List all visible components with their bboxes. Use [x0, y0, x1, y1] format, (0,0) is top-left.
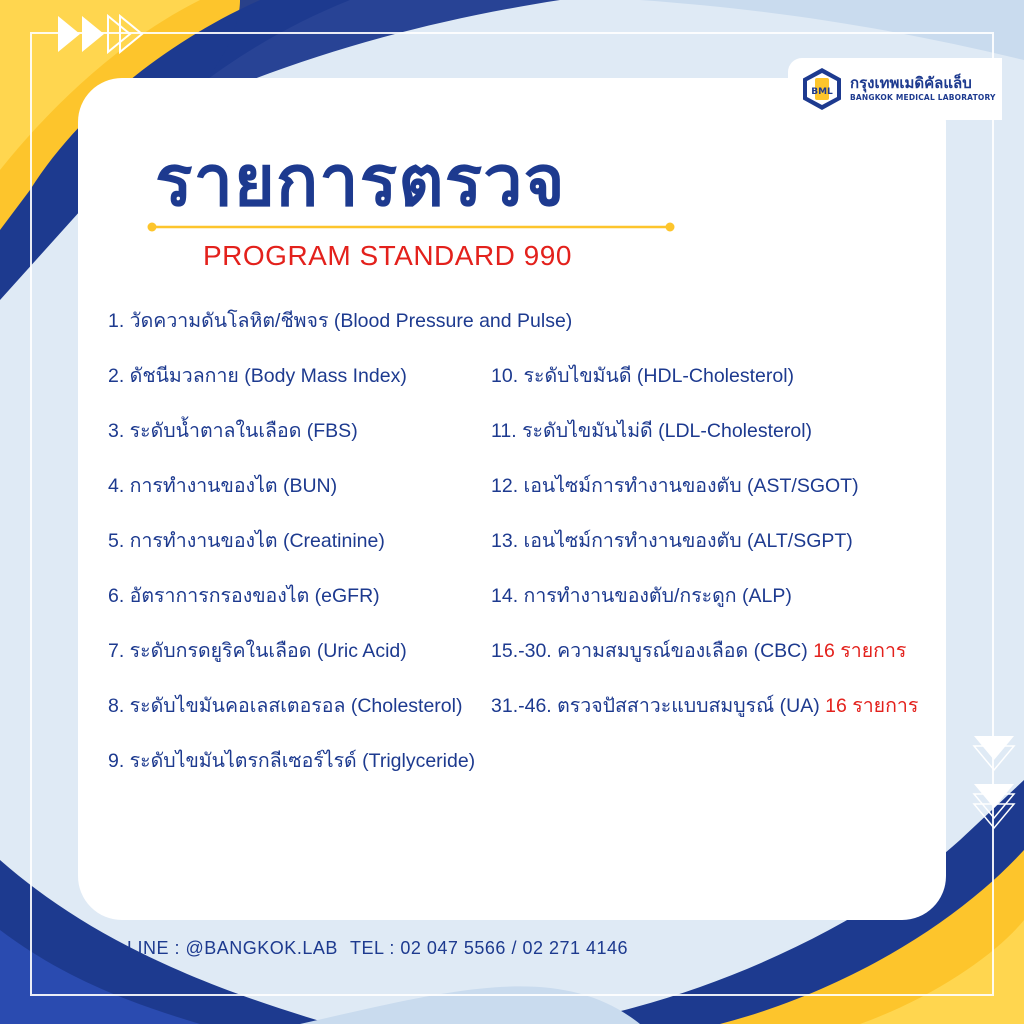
list-item-text: 2. ดัชนีมวลกาย (Body Mass Index) [108, 365, 407, 387]
logo-monogram: BML [811, 87, 833, 97]
list-item-text: 14. การทำงานของตับ/กระดูก (ALP) [491, 585, 792, 607]
list-item [491, 584, 918, 639]
title-underline [147, 222, 675, 232]
list-item-text: 5. การทำงานของไต (Creatinine) [108, 530, 385, 552]
list-item-text: 13. เอนไซม์การทำงานของตับ (ALT/SGPT) [491, 530, 853, 552]
list-item [108, 309, 572, 364]
list-item [108, 749, 572, 804]
brand-name-th: กรุงเทพเมดิคัลแล็บ [850, 74, 972, 93]
fast-forward-icon [58, 14, 154, 54]
list-item-text: 1. วัดความดันโลหิต/ชีพจร (Blood Pressure and Pulse) [108, 310, 573, 332]
item-count-badge: 16 รายการ [813, 640, 907, 662]
list-item [491, 529, 918, 584]
brand-logo [788, 58, 1002, 120]
bml-logo-icon [800, 67, 844, 111]
list-item-text: 3. ระดับน้ำตาลในเลือด (FBS) [108, 420, 358, 442]
list-item [491, 694, 918, 749]
page-title: รายการตรวจ [155, 140, 566, 222]
item-count-badge: 16 รายการ [825, 695, 919, 717]
list-item-text: 9. ระดับไขมันไตรกลีเซอร์ไรด์ (Triglyceride) [108, 750, 476, 772]
list-item-text: 7. ระดับกรดยูริคในเลือด (Uric Acid) [108, 640, 407, 662]
double-down-arrow-icon [968, 734, 1020, 830]
list-item-text: 11. ระดับไขมันไม่ดี (LDL-Cholesterol) [491, 420, 813, 442]
list-item [491, 474, 918, 529]
list-item [491, 419, 918, 474]
footer-line-contact: LINE : @BANGKOK.LAB [127, 938, 338, 958]
list-item-text: 4. การทำงานของไต (BUN) [108, 475, 338, 497]
list-item-text: 31.-46. ตรวจปัสสาวะแบบสมบูรณ์ (UA) [491, 695, 820, 717]
list-item-text: 15.-30. ความสมบูรณ์ของเลือด (CBC) [491, 640, 808, 662]
brand-name-en: BANGKOK MEDICAL LABORATORY [850, 93, 996, 103]
list-item-text: 6. อัตราการกรองของไต (eGFR) [108, 585, 380, 607]
test-list-right [491, 364, 918, 749]
list-item-text: 12. เอนไซม์การทำงานของตับ (AST/SGOT) [491, 475, 859, 497]
list-item [491, 364, 918, 419]
list-item-text: 8. ระดับไขมันคอเลสเตอรอล (Cholesterol) [108, 695, 463, 717]
list-item-text: 10. ระดับไขมันดี (HDL-Cholesterol) [491, 365, 795, 387]
logo-text [850, 76, 996, 102]
program-subtitle: PROGRAM STANDARD 990 [203, 240, 572, 271]
footer-phone: TEL : 02 047 5566 / 02 271 4146 [350, 938, 629, 958]
list-item [491, 639, 918, 694]
